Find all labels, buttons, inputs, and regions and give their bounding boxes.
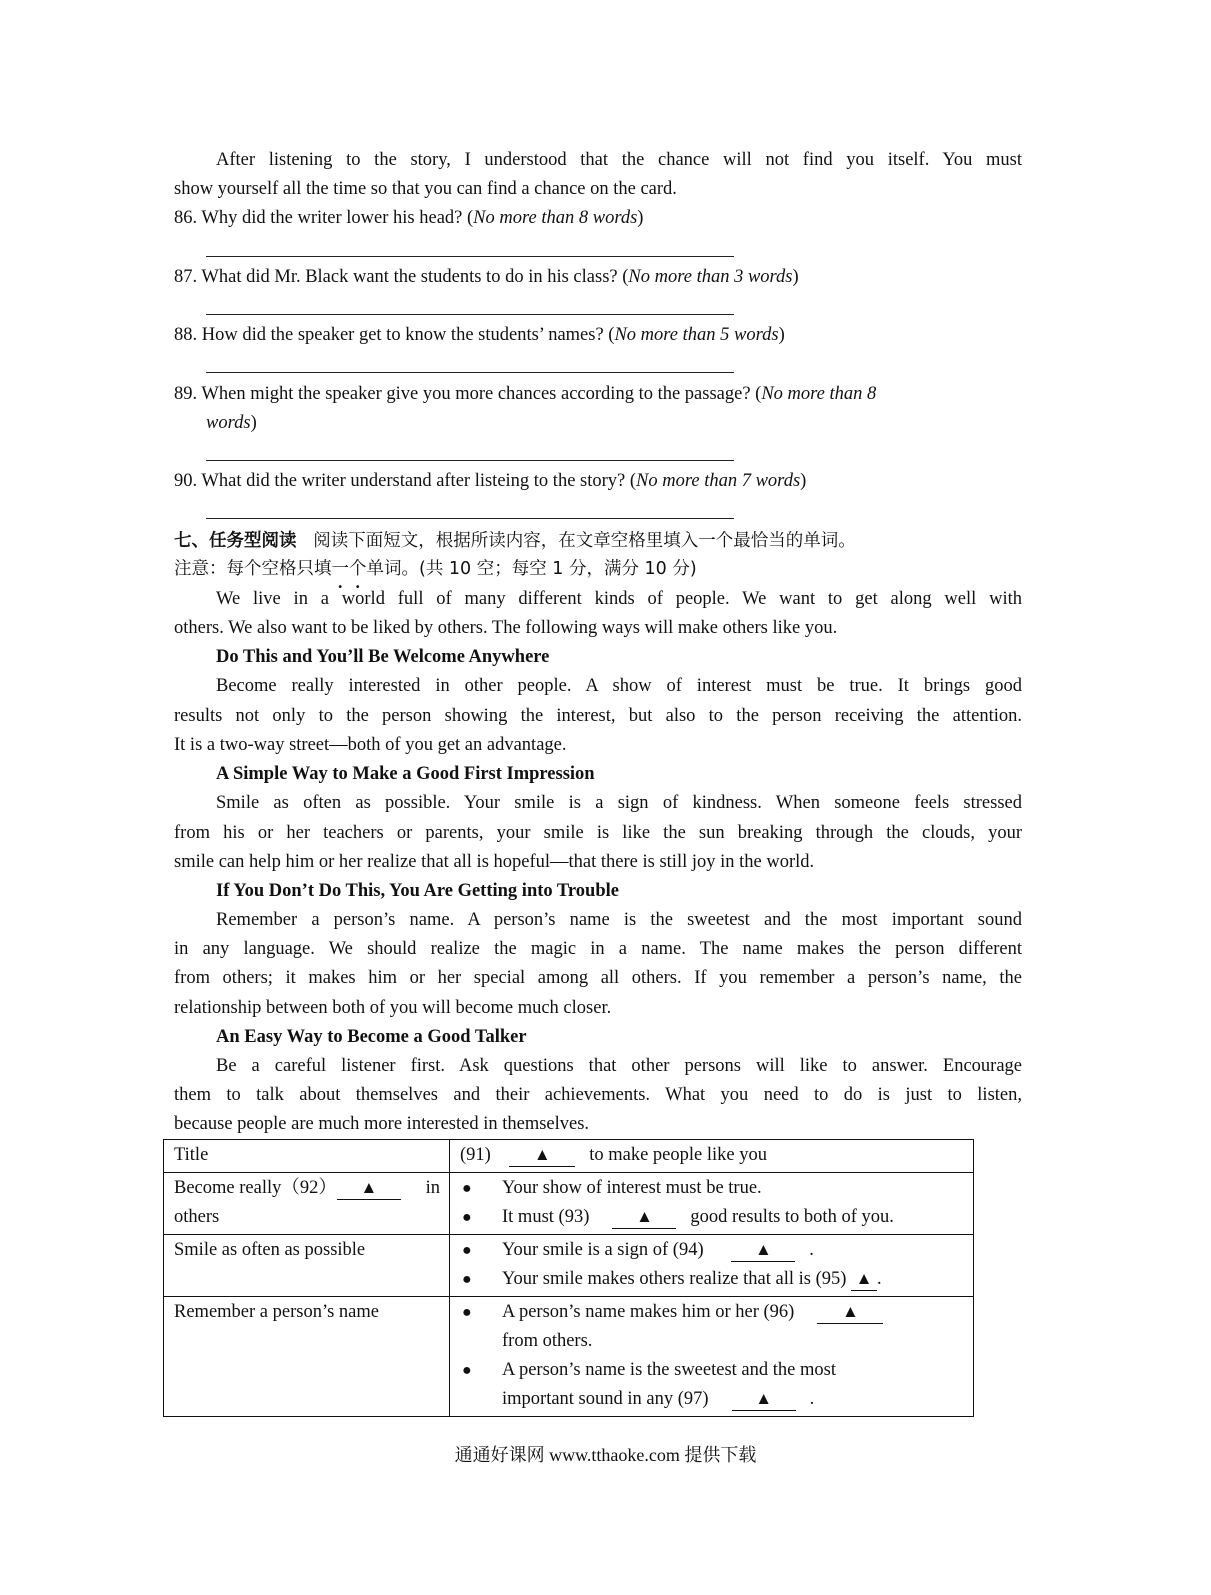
table-row-interest: [164, 1173, 974, 1235]
blank-94[interactable]: ▲: [731, 1239, 795, 1262]
list-item: ● It must (93) ▲ good results to both of you.: [462, 1207, 894, 1227]
task-table: [163, 1139, 974, 1417]
question-88: 88. How did the speaker get to know the students’ names? (No more than 5 words): [174, 325, 785, 345]
section-7-note: 注意：每个空格只填一个单词。(共 10 空；每空 1 分，满分 10 分): [174, 559, 697, 579]
passage-p4-line-2: them to talk about themselves and their achievements. What you need to do is just to listen,: [174, 1085, 1022, 1105]
passage-intro-line-1: We live in a world full of many different kinds of people. We want to get along well with: [216, 589, 1022, 609]
answer-line-88[interactable]: [206, 372, 734, 373]
passage-p1-line-3: It is a two-way street—both of you get an advantage.: [174, 735, 567, 755]
blank-93[interactable]: ▲: [612, 1206, 676, 1229]
smile-label-cell: Smile as often as possible: [164, 1235, 450, 1297]
passage-p3-line-3: from others; it makes him or her special among all others. If you remember a person’s name, the: [174, 968, 1022, 988]
list-item: ● Your smile is a sign of (94) ▲ .: [462, 1240, 814, 1260]
interest-label-cell: Become really（92） ▲ in others: [164, 1173, 450, 1235]
passage-p1-line-1: Become really interested in other people. A show of interest must be true. It brings good: [216, 676, 1022, 696]
blank-91[interactable]: ▲: [509, 1144, 575, 1167]
title-label-cell: Title: [164, 1140, 450, 1173]
passage-p3-line-4: relationship between both of you will become much closer.: [174, 998, 612, 1018]
passage-p2-line-3: smile can help him or her realize that all is hopeful—that there is still joy in the world.: [174, 852, 815, 872]
passage-p4-line-1: Be a careful listener first. Ask questions that other persons will like to answer. Encourage: [216, 1056, 1022, 1076]
smile-detail-cell: [450, 1235, 974, 1297]
passage-p3-line-1: Remember a person’s name. A person’s name is the sweetest and the most important sound: [216, 910, 1022, 930]
story-ending-line-2: show yourself all the time so that you can find a chance on the card.: [174, 179, 677, 199]
table-row-title: [164, 1140, 974, 1173]
answer-line-89[interactable]: [206, 460, 734, 461]
passage-p4-line-3: because people are much more interested in themselves.: [174, 1114, 590, 1134]
interest-detail-cell: [450, 1173, 974, 1235]
question-89-continued: words): [206, 413, 257, 433]
passage-p2-line-1: Smile as often as possible. Your smile is a sign of kindness. When someone feels stressed: [216, 793, 1022, 813]
list-item: ● A person’s name makes him or her (96) ▲ from others.: [460, 1298, 964, 1356]
page-footer: 通通好课网 www.tthaoke.com 提供下载: [454, 1445, 757, 1465]
question-89: 89. When might the speaker give you more chances according to the passage? (No more than 8: [174, 384, 877, 404]
table-row-name: [164, 1297, 974, 1417]
answer-line-87[interactable]: [206, 314, 734, 315]
list-item: ● Your smile makes others realize that all is (95) ▲ .: [462, 1269, 882, 1289]
passage-p1-line-2: results not only to the person showing the interest, but also to the person receiving the attention.: [174, 706, 1022, 726]
question-86: 86. Why did the writer lower his head? (No more than 8 words): [174, 208, 644, 228]
story-ending-line-1: After listening to the story, I understood that the chance will not find you itself. You must: [216, 150, 1022, 170]
list-item: ● Your show of interest must be true.: [462, 1178, 762, 1198]
list-item: ● A person’s name is the sweetest and the most important sound in any (97) ▲ .: [462, 1360, 836, 1409]
title-answer-cell: (91) ▲ to make people like you: [450, 1140, 974, 1173]
passage-p2-line-2: from his or her teachers or parents, your smile is like the sun breaking through the clouds, your: [174, 823, 1022, 843]
blank-96[interactable]: ▲: [817, 1301, 883, 1324]
answer-line-86[interactable]: [206, 256, 734, 257]
passage-heading-3: If You Don’t Do This, You Are Getting into Trouble: [216, 881, 619, 901]
blank-92[interactable]: ▲: [337, 1177, 401, 1200]
blank-95[interactable]: ▲: [851, 1268, 877, 1291]
passage-heading-4: An Easy Way to Become a Good Talker: [216, 1027, 527, 1047]
passage-heading-1: Do This and You’ll Be Welcome Anywhere: [216, 647, 550, 667]
passage-p3-line-2: in any language. We should realize the magic in a name. The name makes the person different: [174, 939, 1022, 959]
name-label-cell: Remember a person’s name: [164, 1297, 450, 1417]
passage-heading-2: A Simple Way to Make a Good First Impression: [216, 764, 595, 784]
answer-line-90[interactable]: [206, 518, 734, 519]
section-7-heading: 七、任务型阅读 阅读下面短文，根据所读内容，在文章空格里填入一个最恰当的单词。: [174, 531, 856, 551]
question-87: 87. What did Mr. Black want the students to do in his class? (No more than 3 words): [174, 267, 799, 287]
question-90: 90. What did the writer understand after listeing to the story? (No more than 7 words): [174, 471, 807, 491]
blank-97[interactable]: ▲: [732, 1388, 796, 1411]
passage-intro-line-2: others. We also want to be liked by others. The following ways will make others like you.: [174, 618, 838, 638]
name-detail-cell: [450, 1297, 974, 1417]
table-row-smile: [164, 1235, 974, 1297]
